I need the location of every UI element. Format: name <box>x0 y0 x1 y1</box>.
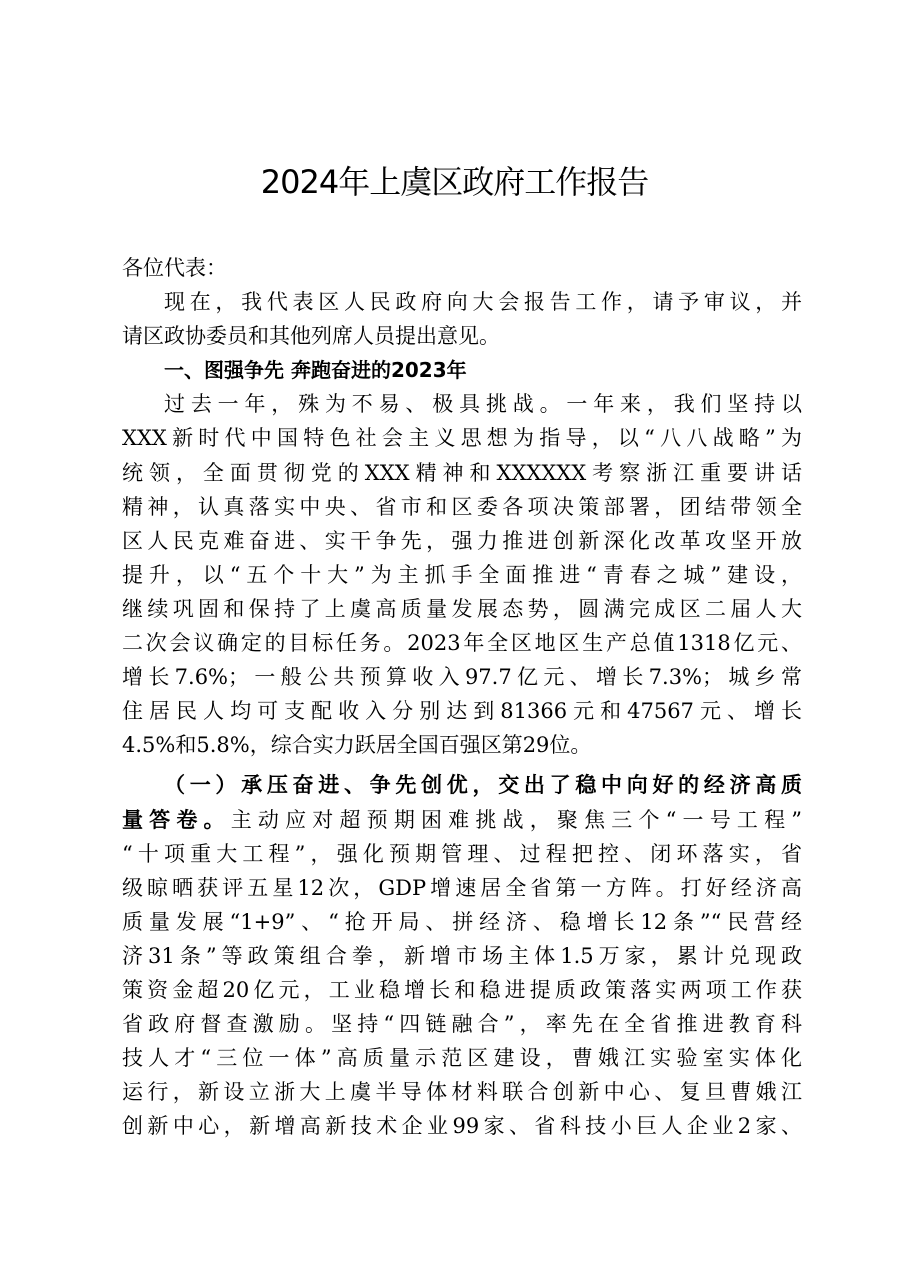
paragraph-line: 提升，以“五个十大”为主抓手全面推进“青春之城”建设， <box>122 562 802 587</box>
paragraph-line: 二次会议确定的目标任务。2023年全区地区生产总值1318亿元、 <box>122 631 802 656</box>
paragraph-line: 4.5%和5.8%，综合实力跃居全国百强区第29位。 <box>122 733 592 758</box>
paragraph-line: 过去一年，殊为不易、极具挑战。一年来，我们坚持以 <box>164 392 802 417</box>
paragraph-line: 增长7.6%；一般公共预算收入97.7亿元、增长7.3%；城乡常 <box>122 665 802 690</box>
paragraph-line: 统领，全面贯彻党的XXX精神和XXXXXX考察浙江重要讲话 <box>122 460 802 485</box>
subsection-lead: （一）承压奋进、争先创优，交出了稳中向好的经济高质 <box>164 772 802 798</box>
paragraph-line: 策资金超20亿元，工业稳增长和稳进提质政策落实两项工作获 <box>122 977 802 1002</box>
document-body <box>122 251 802 1143</box>
paragraph-line: 质量发展“1+9”、“抢开局、拼经济、稳增长12条”“民营经 <box>122 909 802 934</box>
paragraph-line: 住居民人均可支配收入分别达到81366元和47567元、增长 <box>122 699 802 724</box>
paragraph-line: 运行，新设立浙大上虞半导体材料联合创新中心、复旦曹娥江 <box>122 1080 802 1105</box>
paragraph-line: 精神，认真落实中央、省市和区委各项决策部署，团结带领全 <box>122 494 802 519</box>
paragraph-line: 济31条”等政策组合拳，新增市场主体1.5万家，累计兑现政 <box>122 943 802 968</box>
subsection-lead-cont: 量答卷。 <box>122 806 231 832</box>
paragraph-line: 继续巩固和保持了上虞高质量发展态势，圆满完成区二届人大 <box>122 596 802 621</box>
paragraph-line: 创新中心，新增高新技术企业99家、省科技小巨人企业2家、 <box>122 1114 802 1139</box>
document-title: 2024年上虞区政府工作报告 <box>260 163 649 201</box>
paragraph-line: 级晾晒获评五星12次，GDP增速居全省第一方阵。打好经济高 <box>122 875 802 900</box>
salutation: 各位代表： <box>122 256 227 280</box>
intro-line: 请区政协委员和其他列席人员提出意见。 <box>122 324 500 349</box>
paragraph-line: “十项重大工程”，强化预期管理、过程把控、闭环落实，省 <box>122 841 802 866</box>
paragraph-line <box>122 803 802 837</box>
intro-line: 现在，我代表区人民政府向大会报告工作，请予审议，并 <box>164 290 802 315</box>
paragraph-text: 主动应对超预期困难挑战，聚焦三个“一号工程” <box>230 807 802 832</box>
paragraph-line: XXX新时代中国特色社会主义思想为指导，以“八八战略”为 <box>122 426 802 451</box>
section-heading: 一、图强争先 奔跑奋进的2023年 <box>164 358 467 383</box>
paragraph-line: 技人才“三位一体”高质量示范区建设，曹娥江实验室实体化 <box>122 1046 802 1071</box>
paragraph-line: 省政府督查激励。坚持“四链融合”，率先在全省推进教育科 <box>122 1012 802 1037</box>
paragraph-line: 区人民克难奋进、实干争先，强力推进创新深化改革攻坚开放 <box>122 528 802 553</box>
